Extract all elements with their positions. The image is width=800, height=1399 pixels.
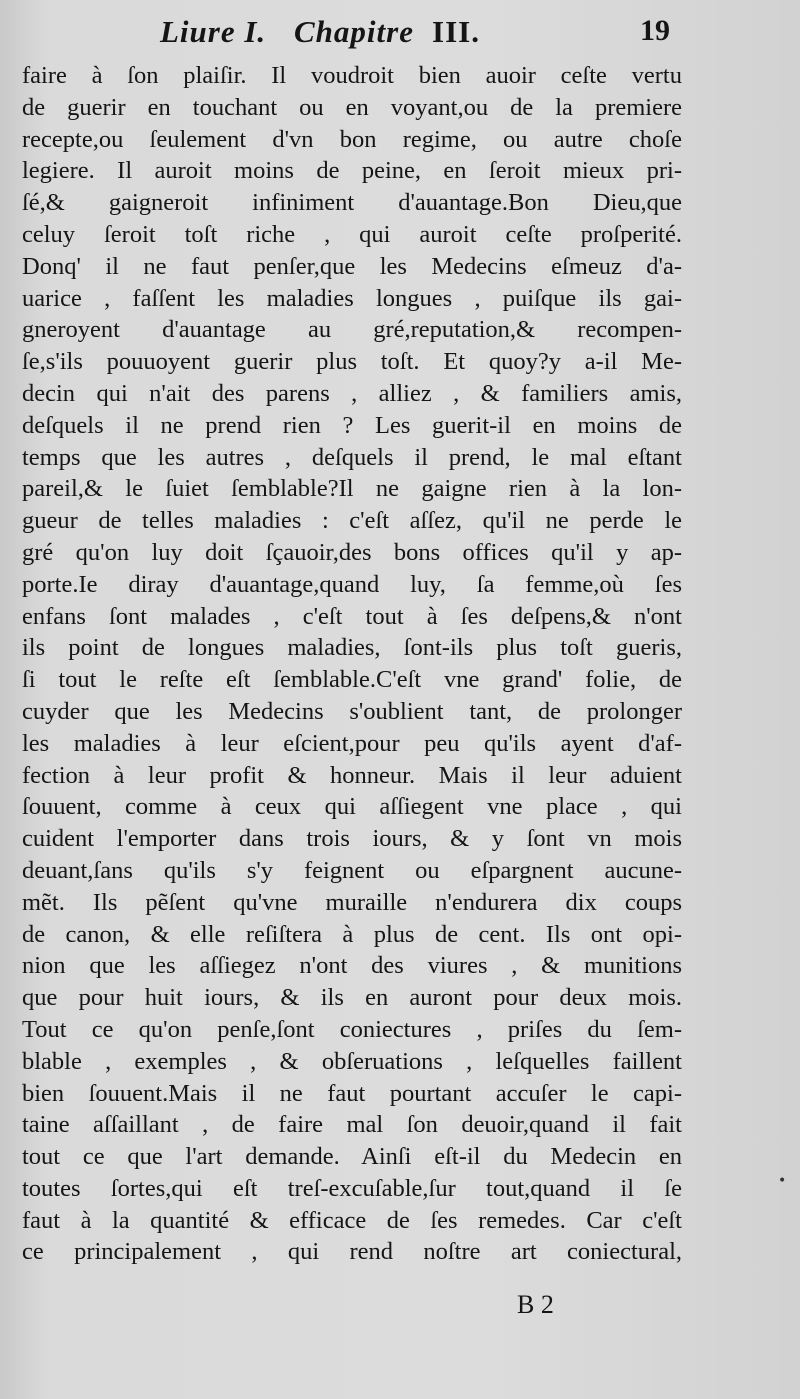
page-number: 19 bbox=[640, 14, 670, 47]
text-line: faut à la quantité & efficace de ſes remedes. Car c'eſt bbox=[22, 1206, 682, 1234]
text-line: de guerir en touchant ou en voyant,ou de la premiere bbox=[22, 93, 682, 121]
text-line: fection à leur profit & honneur. Mais il leur aduient bbox=[22, 761, 682, 789]
text-line: cuident l'emporter dans trois iours, & y ſont vn mois bbox=[22, 825, 682, 853]
text-line: pareil,& le ſuiet ſemblable?Il ne gaigne rien à la lon- bbox=[22, 475, 682, 503]
text-line: ſi tout le reſte eſt ſemblable.C'eſt vne grand' folie, de bbox=[22, 666, 682, 694]
text-line: ſé,& gaigneroit infiniment d'auantage.Bon Dieu,que bbox=[22, 189, 682, 217]
running-header bbox=[150, 8, 670, 52]
text-line: ſe,s'ils pouuoyent guerir plus toſt. Et quoy?y a-il Me- bbox=[22, 348, 682, 376]
text-line: blable , exemples , & obſeruations , leſquelles faillent bbox=[22, 1047, 682, 1075]
body-text bbox=[22, 60, 682, 1268]
text-line: ils point de longues maladies, ſont-ils plus toſt gueris, bbox=[22, 634, 682, 662]
text-line: faire à ſon plaiſir. Il voudroit bien auoir ceſte vertu bbox=[22, 62, 682, 89]
margin-mark: • bbox=[778, 1173, 787, 1189]
text-line: Donq' il ne faut penſer,que les Medecins eſmeuz d'a- bbox=[22, 252, 682, 280]
text-line: mẽt. Ils pẽſent qu'vne muraille n'endurera dix coups bbox=[22, 888, 682, 916]
text-line: ce principalement , qui rend noſtre art coniectural, bbox=[22, 1238, 682, 1266]
text-line: gneroyent d'auantage au gré,reputation,& recompen- bbox=[22, 316, 682, 344]
text-line: bien ſouuent.Mais il ne faut pourtant accuſer le capi- bbox=[22, 1079, 682, 1107]
text-line: uarice , faſſent les maladies longues , puiſque ils gai- bbox=[22, 284, 682, 312]
text-line: deſquels il ne prend rien ? Les guerit-il en moins de bbox=[22, 411, 682, 439]
text-line: tout ce que l'art demande. Ainſi eſt-il du Medecin en bbox=[22, 1143, 682, 1171]
running-title-chapitre: Chapitre bbox=[294, 14, 414, 49]
signature-mark: B 2 bbox=[517, 1290, 554, 1319]
text-line: porte.Ie diray d'auantage,quand luy, ſa femme,où ſes bbox=[22, 570, 682, 598]
text-line: decin qui n'ait des parens , alliez , & familiers amis, bbox=[22, 379, 682, 407]
text-line: temps que les autres , deſquels il prend, le mal eſtant bbox=[22, 443, 682, 471]
text-line: enfans ſont malades , c'eſt tout à ſes deſpens,& n'ont bbox=[22, 602, 682, 630]
text-line: gueur de telles maladies : c'eſt aſſez, qu'il ne perde le bbox=[22, 507, 682, 535]
text-line: Tout ce qu'on penſe,ſont coniectures , priſes du ſem- bbox=[22, 1015, 682, 1043]
text-line: recepte,ou ſeulement d'vn bon regime, ou autre choſe bbox=[22, 125, 682, 153]
text-line: toutes ſortes,qui eſt treſ-excuſable,ſur tout,quand il ſe bbox=[22, 1174, 682, 1202]
running-title-livre: Liure I. bbox=[160, 14, 267, 49]
text-line: gré qu'on luy doit ſçauoir,des bons offices qu'il y ap- bbox=[22, 538, 682, 566]
text-line: de canon, & elle reſiſtera à plus de cent. Ils ont opi- bbox=[22, 920, 682, 948]
text-line: les maladies à leur eſcient,pour peu qu'ils ayent d'af- bbox=[22, 729, 682, 757]
text-line: taine aſſaillant , de faire mal ſon deuoir,quand il fait bbox=[22, 1111, 682, 1139]
text-line: legiere. Il auroit moins de peine, en ſeroit mieux pri- bbox=[22, 157, 682, 185]
text-line: ſouuent, comme à ceux qui aſſiegent vne place , qui bbox=[22, 793, 682, 821]
text-line: deuant,ſans qu'ils s'y feignent ou eſpargnent aucune- bbox=[22, 856, 682, 884]
running-title-numeral: III. bbox=[432, 14, 480, 49]
text-line: cuyder que les Medecins s'oublient tant, de prolonger bbox=[22, 697, 682, 725]
text-line: nion que les aſſiegez n'ont des viures , & munitions bbox=[22, 952, 682, 980]
text-line: celuy ſeroit toſt riche , qui auroit ceſte proſperité. bbox=[22, 220, 682, 248]
text-line: que pour huit iours, & ils en auront pour deux mois. bbox=[22, 984, 682, 1012]
